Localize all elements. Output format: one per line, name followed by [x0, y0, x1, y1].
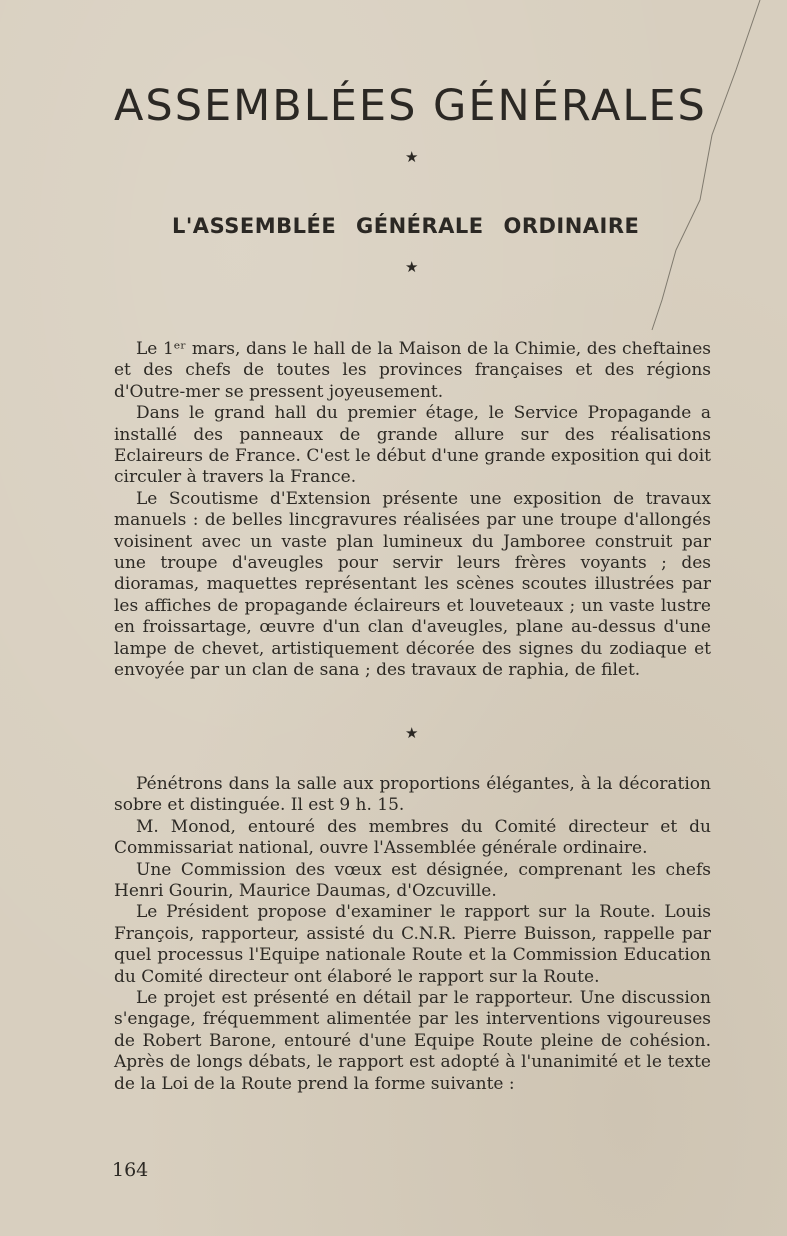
section-exhibition — [114, 339, 711, 682]
section-subtitle: L'ASSEMBLÉE GÉNÉRALE ORDINAIRE — [172, 214, 640, 238]
paragraph: Une Commission des vœux est désignée, comprenant les chefs Henri Gourin, Maurice Daumas, d'Ozcuville. — [114, 859, 711, 902]
paragraph: Le Scoutisme d'Extension présente une exposition de travaux manuels : de belles lincgravures réalisées par une troupe d'allongés voisinent avec un vaste plan lumineux du Jamboree construit par une troupe d'aveugles pour servir leurs frères voyants ; des dioramas, maquettes représentant les scènes scoutes illustrées par les affiches de propagande éclaireurs et louveteaux ; un vaste lustre en froissartage, œuvre d'un clan d'aveugles, plane au-dessus d'une lampe de chevet, artistiquement décorée des signes du zodiaque et envoyée par un clan de sana ; des travaux de raphia, de filet. — [114, 488, 711, 681]
star-ornament-3: ★ — [405, 724, 419, 742]
paragraph: Dans le grand hall du premier étage, le Service Propagande a installé des panneaux de grande allure sur des réalisations Eclaireurs de France. C'est le début d'une grande exposition qui doit circuler à travers la France. — [114, 403, 711, 488]
page-title: ASSEMBLÉES GÉNÉRALES — [114, 81, 707, 131]
page-number: 164 — [112, 1159, 149, 1181]
section-assembly — [114, 774, 711, 1095]
paragraph: Le Président propose d'examiner le rapport sur la Route. Louis François, rapporteur, assisté du C.N.R. Pierre Buisson, rappelle par quel processus l'Equipe nationale Route et la Commission Education du Comité directeur ont élaboré le rapport sur la Route. — [114, 902, 711, 987]
paragraph: M. Monod, entouré des membres du Comité directeur et du Commissariat national, ouvre l'Assemblée générale ordinaire. — [114, 816, 711, 859]
paragraph: Le projet est présenté en détail par le rapporteur. Une discussion s'engage, fréquemment alimentée par les interventions vigoureuses de Robert Barone, entouré d'une Equipe Route pleine de cohésion. Après de longs débats, le rapport est adopté à l'unanimité et le texte de la Loi de la Route prend la forme suivante : — [114, 988, 711, 1094]
paragraph: Pénétrons dans la salle aux proportions élégantes, à la décoration sobre et distinguée. Il est 9 h. 15. — [114, 774, 711, 816]
paragraph: Le 1ᵉʳ mars, dans le hall de la Maison de la Chimie, des cheftaines et des chefs de toutes les provinces françaises et des régions d'Outre-mer se pressent joyeusement. — [114, 339, 711, 402]
star-ornament-1: ★ — [405, 148, 419, 166]
star-ornament-2: ★ — [405, 258, 419, 276]
